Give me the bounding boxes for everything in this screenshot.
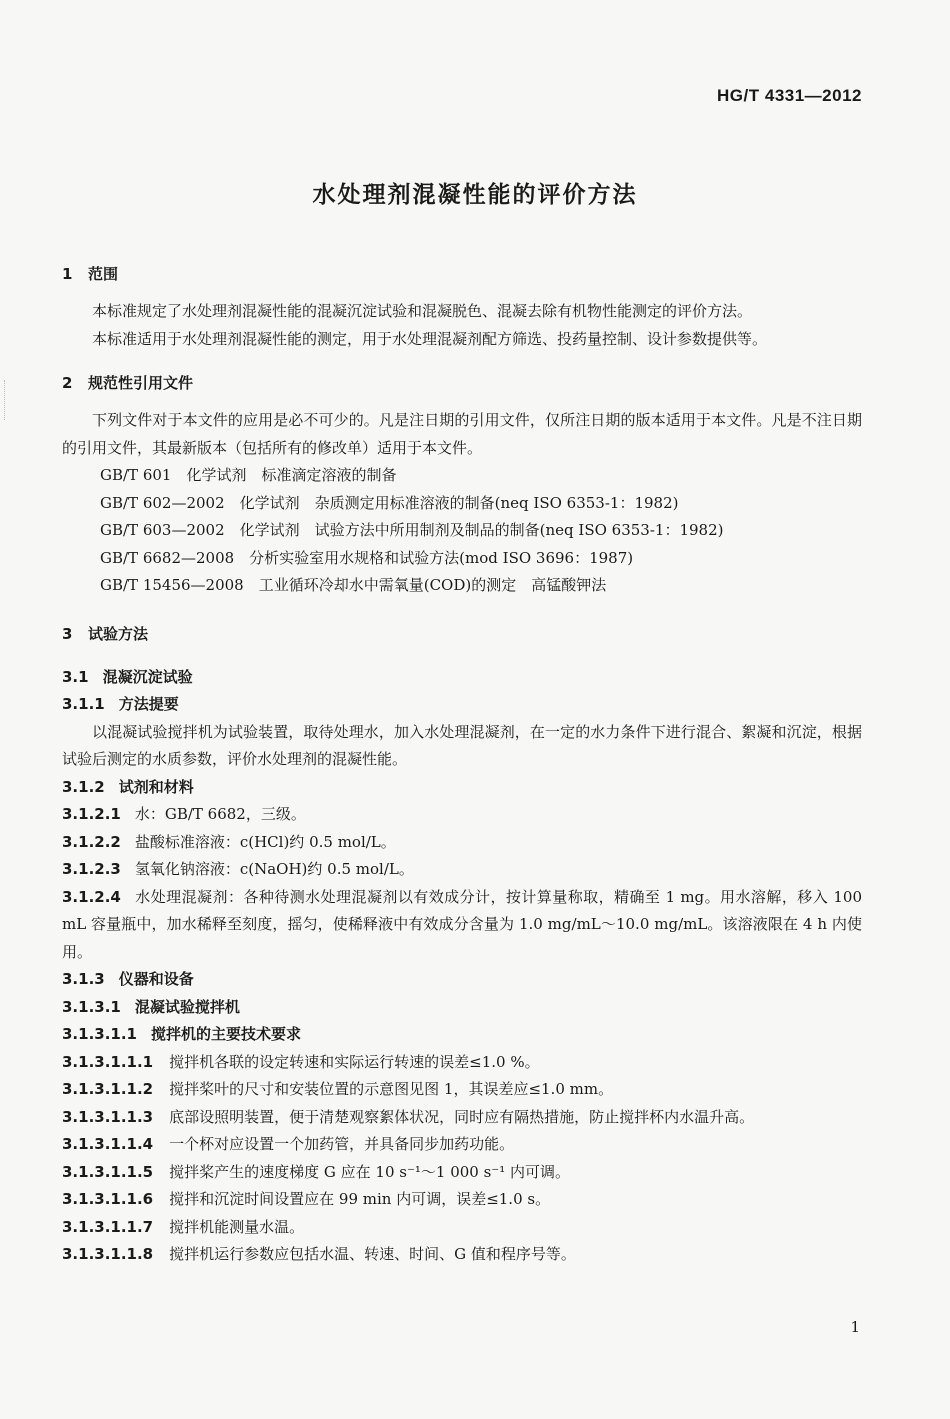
reference-item: GB/T 603—2002 化学试剂 试验方法中所用制剂及制品的制备(neq ISO 6353-1：1982) bbox=[100, 521, 724, 539]
clause-number: 3.1.3.1.1.2 bbox=[62, 1080, 154, 1098]
standard-code: HG/T 4331—2012 bbox=[717, 86, 862, 105]
subsection-title: 混凝试验搅拌机 bbox=[134, 997, 240, 1016]
clause-text: 氢氧化钠溶液：c(NaOH)约 0.5 mol/L。 bbox=[134, 860, 414, 878]
reference-item: GB/T 6682—2008 分析实验室用水规格和试验方法(mod ISO 3696：1987) bbox=[100, 548, 634, 567]
clause-item bbox=[62, 1214, 862, 1242]
clause-number: 3.1.2.1 bbox=[62, 805, 121, 823]
clause-text: 搅拌和沉淀时间设置应在 99 min 内可调，误差≤1.0 s。 bbox=[169, 1190, 551, 1208]
subsection-heading bbox=[62, 691, 862, 719]
clause-text: 搅拌桨叶的尺寸和安装位置的示意图见图 1，其误差应≤1.0 mm。 bbox=[169, 1080, 614, 1098]
clause-item bbox=[62, 856, 862, 884]
subsection-heading bbox=[62, 774, 862, 802]
clause-text: 搅拌桨产生的速度梯度 G 应在 10 s⁻¹～1 000 s⁻¹ 内可调。 bbox=[169, 1162, 571, 1181]
section-heading-test-methods bbox=[62, 620, 862, 648]
clause-number: 3.1.3.1.1.4 bbox=[62, 1135, 154, 1153]
clause-number: 3.1.3.1.1.6 bbox=[62, 1190, 154, 1208]
paragraph: 以混凝试验搅拌机为试验装置，取待处理水，加入水处理混凝剂，在一定的水力条件下进行混合、絮凝和沉淀，根据试验后测定的水质参数，评价水处理剂的混凝性能。 bbox=[62, 722, 862, 768]
subsection-title: 方法提要 bbox=[118, 695, 179, 713]
subsection-number: 3.1.1 bbox=[62, 695, 105, 713]
subsection-title: 搅拌机的主要技术要求 bbox=[150, 1025, 301, 1043]
clause-item bbox=[62, 1241, 862, 1269]
clause-number: 3.1.3.1.1.5 bbox=[62, 1162, 154, 1181]
subsection-heading bbox=[62, 994, 862, 1022]
clause-item bbox=[62, 1159, 862, 1187]
page-number: 1 bbox=[850, 1318, 860, 1336]
reference-item: GB/T 15456—2008 工业循环冷却水中需氧量(COD)的测定 高锰酸钾法 bbox=[100, 576, 607, 594]
subsection-heading bbox=[62, 966, 862, 994]
subsection-heading bbox=[62, 664, 862, 692]
paragraph: 本标准规定了水处理剂混凝性能的混凝沉淀试验和混凝脱色、混凝去除有机物性能测定的评价方法。 bbox=[92, 302, 753, 320]
reference-item: GB/T 602—2002 化学试剂 杂质测定用标准溶液的制备(neq ISO 6353-1：1982) bbox=[100, 493, 679, 512]
document-title: 水处理剂混凝性能的评价方法 bbox=[312, 182, 638, 208]
clause-text: 搅拌机各联的设定转速和实际运行转速的误差≤1.0 %。 bbox=[169, 1052, 540, 1071]
clause-text: 底部设照明装置，便于清楚观察絮体状况，同时应有隔热措施，防止搅拌杯内水温升高。 bbox=[169, 1107, 755, 1126]
clause-number: 3.1.2.2 bbox=[62, 832, 121, 851]
clause-number: 3.1.2.3 bbox=[62, 860, 121, 878]
paragraph: 本标准适用于水处理剂混凝性能的测定，用于水处理混凝剂配方筛选、投药量控制、设计参数提供等。 bbox=[92, 329, 768, 348]
clause-text: 盐酸标准溶液：c(HCl)约 0.5 mol/L。 bbox=[134, 832, 396, 851]
clause-text: 水：GB/T 6682，三级。 bbox=[134, 805, 306, 823]
section-number: 1 bbox=[62, 265, 73, 283]
section-number: 3 bbox=[62, 624, 73, 643]
paragraph: 下列文件对于本文件的应用是必不可少的。凡是注日期的引用文件，仅所注日期的版本适用于本文件。凡是不注日期的引用文件，其最新版本（包括所有的修改单）适用于本文件。 bbox=[62, 411, 862, 457]
scan-artifact bbox=[4, 380, 15, 420]
clause-text: 搅拌机运行参数应包括水温、转速、时间、G 值和程序号等。 bbox=[169, 1245, 576, 1263]
section-heading-normative-references bbox=[62, 369, 862, 397]
subsection-number: 3.1 bbox=[62, 667, 89, 686]
section-title: 范围 bbox=[88, 265, 119, 283]
section-title: 规范性引用文件 bbox=[88, 374, 194, 392]
subsection-number: 3.1.2 bbox=[62, 777, 105, 796]
subsection-title: 试剂和材料 bbox=[118, 777, 194, 796]
section-title: 试验方法 bbox=[88, 624, 149, 643]
clause-item bbox=[62, 1104, 862, 1132]
subsection-number: 3.1.3.1 bbox=[62, 997, 121, 1016]
clause-number: 3.1.3.1.1.8 bbox=[62, 1245, 154, 1263]
subsection-title: 混凝沉淀试验 bbox=[102, 667, 193, 686]
clause-item bbox=[62, 884, 862, 967]
clause-item bbox=[62, 829, 862, 857]
clause-item bbox=[62, 1076, 862, 1104]
document-body bbox=[62, 260, 862, 1269]
clause-item bbox=[62, 801, 862, 829]
clause-text: 水处理混凝剂：各种待测水处理混凝剂以有效成分计，按计算量称取，精确至 1 mg。用水溶解，移入 100 mL 容量瓶中，加水稀释至刻度，摇匀，使稀释液中有效成分含量为 1.0 mg/mL～10.0 mg/mL。该溶液限在 4 h 内使用。 bbox=[62, 887, 862, 961]
reference-item: GB/T 601 化学试剂 标准滴定溶液的制备 bbox=[100, 466, 397, 484]
clause-item bbox=[62, 1049, 862, 1077]
clause-text: 搅拌机能测量水温。 bbox=[169, 1217, 305, 1236]
section-heading-scope bbox=[62, 260, 862, 288]
clause-text: 一个杯对应设置一个加药管，并具备同步加药功能。 bbox=[169, 1135, 515, 1153]
clause-number: 3.1.2.4 bbox=[62, 887, 121, 906]
section-number: 2 bbox=[62, 374, 73, 392]
subsection-number: 3.1.3.1.1 bbox=[62, 1025, 137, 1043]
clause-item bbox=[62, 1186, 862, 1214]
subsection-heading bbox=[62, 1021, 862, 1049]
clause-number: 3.1.3.1.1.3 bbox=[62, 1107, 154, 1126]
clause-number: 3.1.3.1.1.1 bbox=[62, 1052, 154, 1071]
clause-item bbox=[62, 1131, 862, 1159]
clause-number: 3.1.3.1.1.7 bbox=[62, 1217, 154, 1236]
subsection-number: 3.1.3 bbox=[62, 970, 105, 988]
subsection-title: 仪器和设备 bbox=[118, 970, 194, 988]
